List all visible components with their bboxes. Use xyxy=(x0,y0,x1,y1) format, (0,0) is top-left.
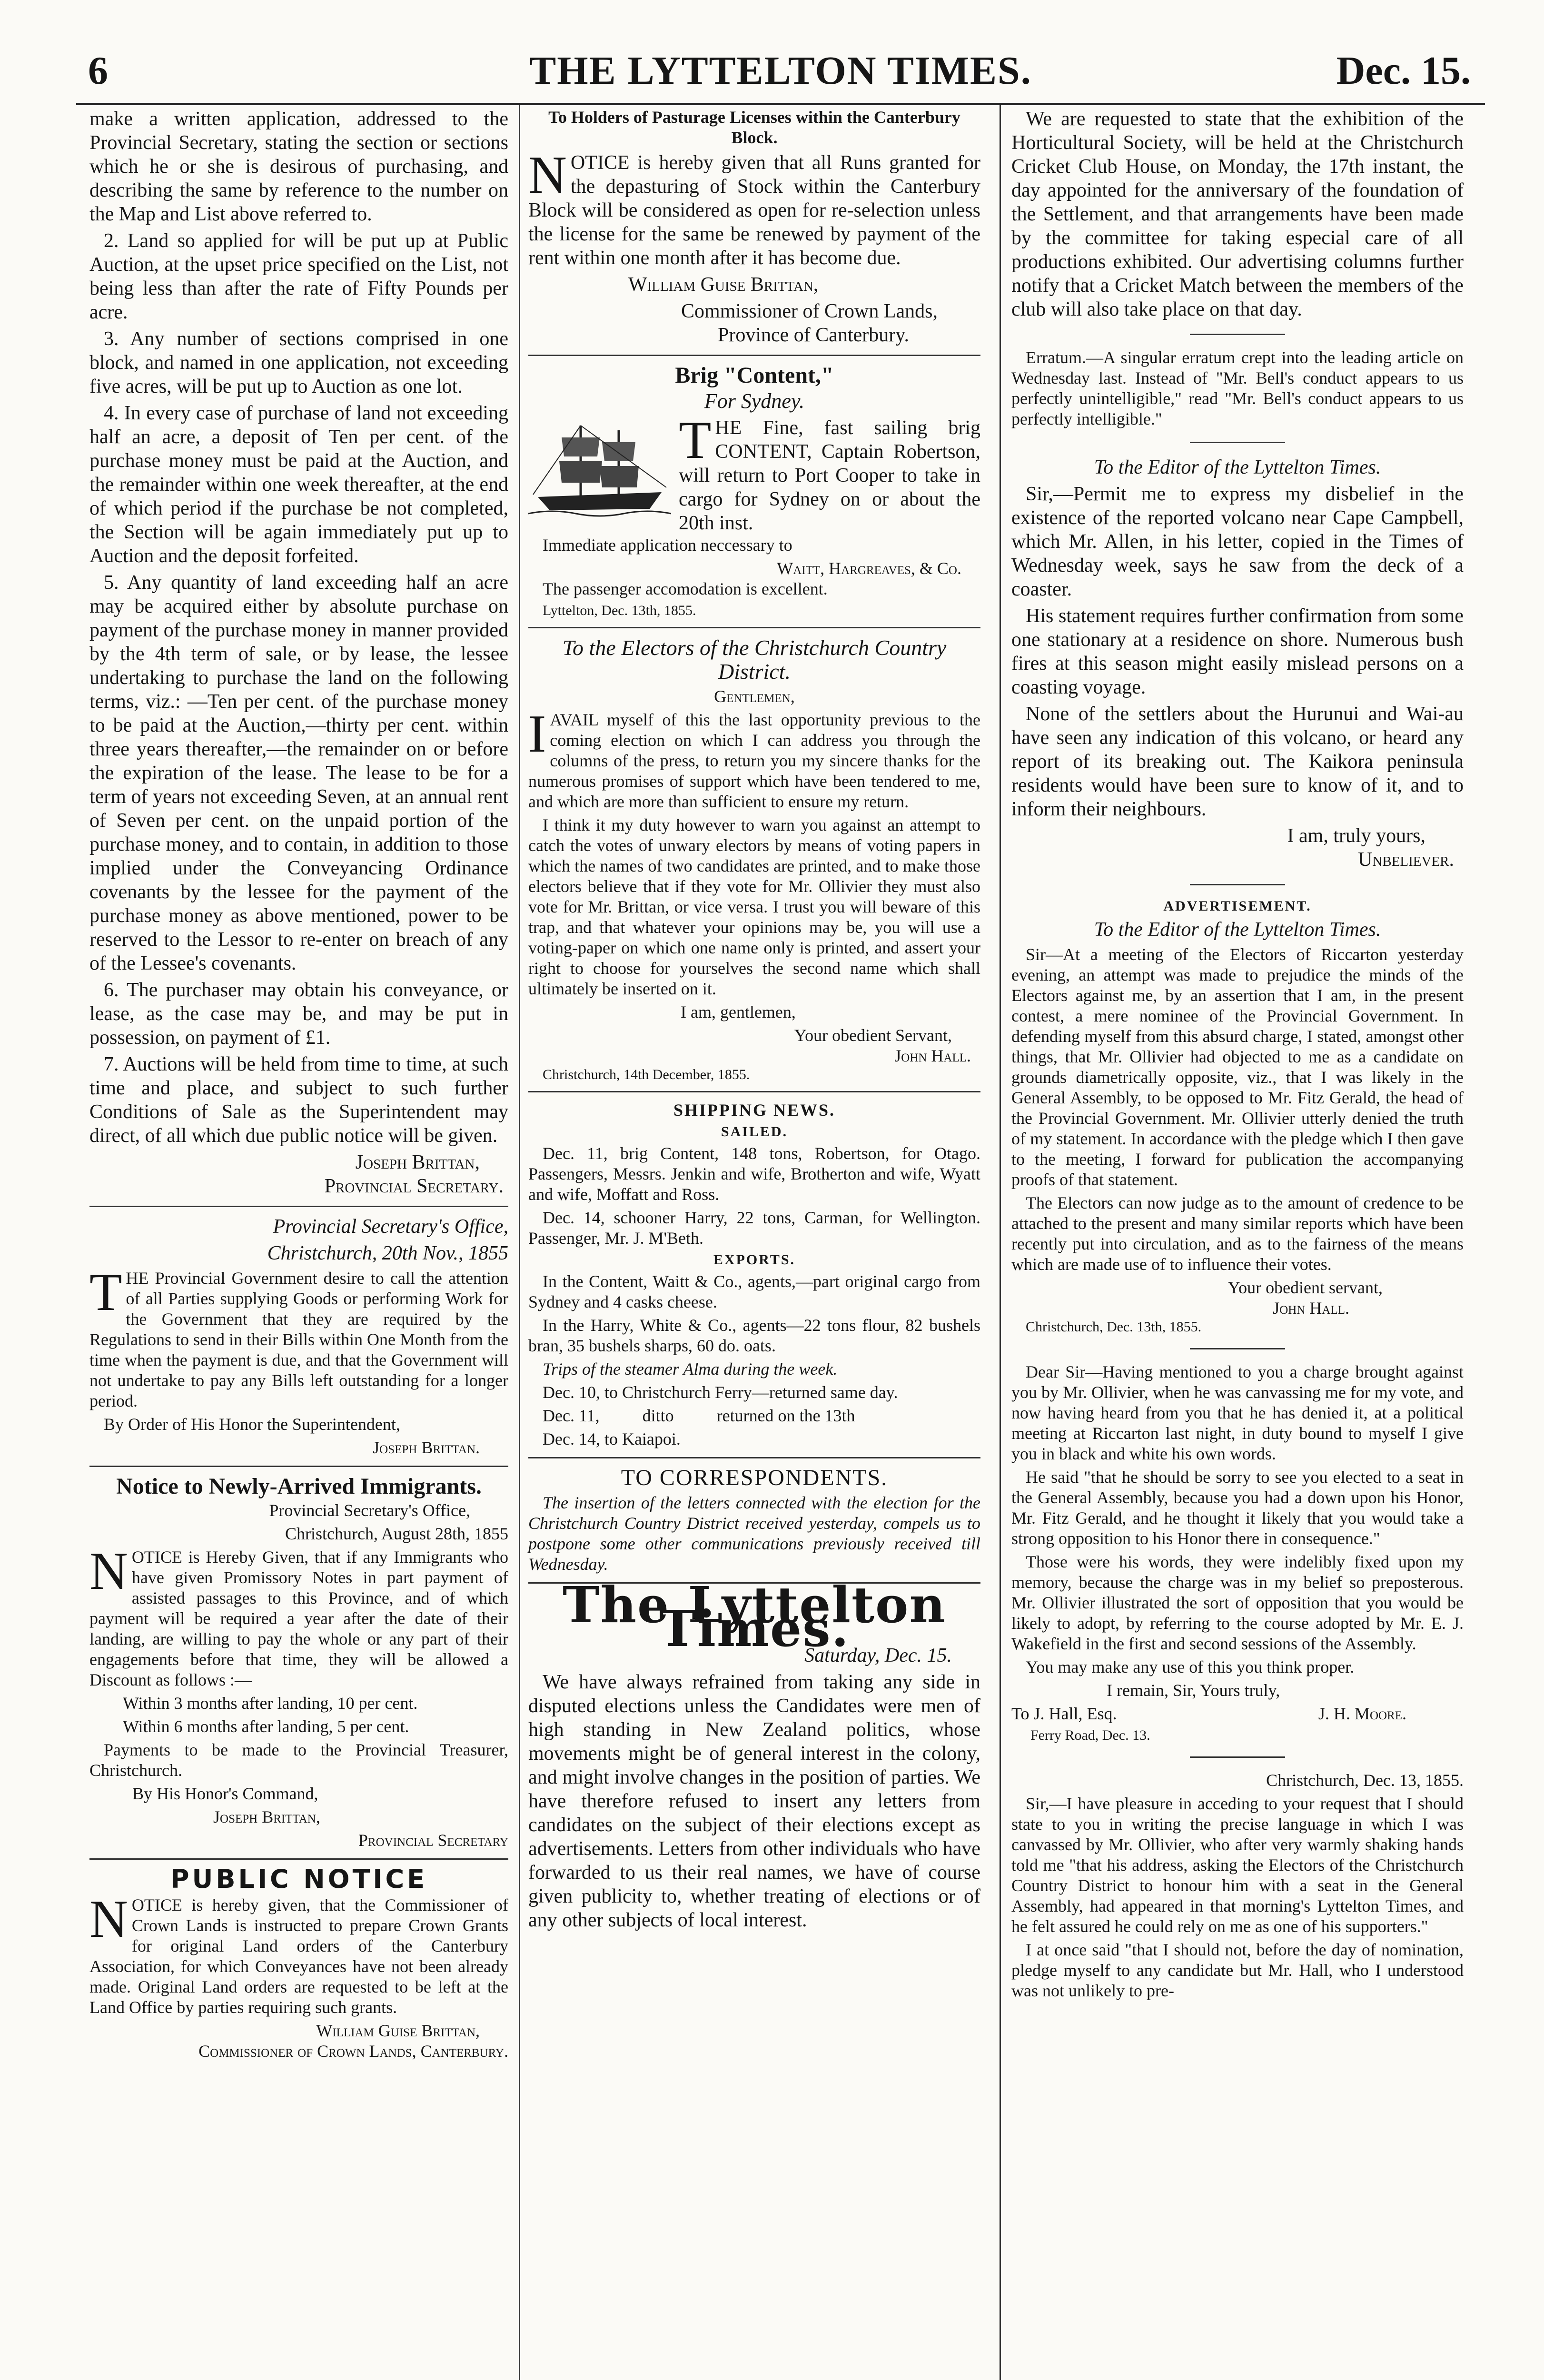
electors-heading: To the Electors of the Christchurch Country District. xyxy=(562,635,947,684)
letter-date: Christchurch, Dec. 13th, 1855. xyxy=(1026,1319,1202,1335)
divider xyxy=(528,1457,980,1458)
divider xyxy=(1190,1756,1285,1758)
land-paragraph: 7. Auctions will be held from time to time, at such time and place, and subject to such further Conditions of Sale as the Superintendent may direct, of all which due public notice will be given. xyxy=(89,1053,508,1147)
sailed-heading: SAILED. xyxy=(721,1124,788,1140)
drop-cap: I xyxy=(528,704,546,764)
alma-entry: Dec. 10, to Christchurch Ferry—returned same day. xyxy=(543,1383,898,1402)
date-line: Christchurch, August 28th, 1855 xyxy=(285,1524,508,1543)
land-paragraph: make a written application, addressed to the Provincial Secretary, stating the section or sections which he or she is desirous of purchasing, and describing the same by reference to the number on the Map and List above referred to. xyxy=(89,108,508,225)
signature-title: Province of Canterbury. xyxy=(718,324,909,346)
brig-subheading: For Sydney. xyxy=(704,389,805,413)
office-line: Provincial Secretary's Office, xyxy=(273,1216,508,1238)
shipping-heading: SHIPPING NEWS. xyxy=(673,1101,836,1120)
exports-entry: In the Content, Waitt & Co., agents,—part original cargo from Sydney and 4 casks cheese. xyxy=(528,1272,980,1311)
alma-heading: Trips of the steamer Alma during the week. xyxy=(543,1359,838,1378)
closing-line: I remain, Sir, Yours truly, xyxy=(1107,1681,1280,1700)
divider xyxy=(1190,442,1285,443)
recipient: To J. Hall, Esq. xyxy=(1011,1704,1117,1723)
divider xyxy=(528,1091,980,1092)
leader-date: Saturday, Dec. 15. xyxy=(804,1645,952,1666)
public-notice xyxy=(89,1890,508,2018)
leader-title: The Lyttelton Times. xyxy=(563,1576,946,1658)
electors-paragraph: I think it my duty however to warn you against an attempt to catch the votes of unwary electors by means of voting papers in which the names of two candidates are printed, and to make those electors believe that if they vote for Mr. Ollivier they must also vote for Mr. Brittan, or vice versa. I trust you will beware of this trap, and that whatever your opinions may be, you will use a voting-paper on which one name only is printed, and assert your right to choose for yourselves the second name which shall ultimately be inserted on it. xyxy=(528,815,980,998)
editor-heading: To the Editor of the Lyttelton Times. xyxy=(1094,919,1381,941)
riccarton-paragraph: Sir—At a meeting of the Electors of Riccarton yesterday evening, an attempt was made to prejudice the minds of the Electors against me, by an assertion that I am, in the present contest, a mere nominee of the Provincial Government. In defending myself from this absurd charge, I stated, amongst other things, that Mr. Ollivier had objected to me as a candidate on grounds diametrically opposite, viz., that I was likely in the General Assembly, to be opposed to Mr. Fitz Gerald, the head of the Provincial Government. Mr. Ollivier utterly denied the truth of my statement. In accordance with the pledge which I then gave to the meeting, I forward for publication the accompanying proofs of that statement. xyxy=(1011,945,1464,1189)
electors-paragraph: AVAIL myself of this the last opportunity previous to the coming election on which I can address you through the columns of the press, to return you my sincere thanks for the numerous promises of support which have been tendered to me, and which are more than sufficient to ensure my return. xyxy=(528,710,980,811)
volcano-paragraph: Sir,—Permit me to express my disbelief in the existence of the reported volcano near Cape Campbell, which Mr. Allen, in his letter, copied in the Times of Wednesday week, says he saw from the deck of a coaster. xyxy=(1011,483,1464,600)
divider xyxy=(89,1466,508,1467)
shipping-entry: Dec. 11, brig Content, 148 tons, Robertson, for Otago. Passengers, Messrs. Jenkin and wife, Brotherton and wife, Wyatt and wife, Moffatt and Ross. xyxy=(528,1144,980,1204)
public-notice-body: OTICE is hereby given, that the Commissioner of Crown Lands is instructed to prepare Crown Grants for original Land orders of the Canterbury Association, for which Conveyances have not been already made. Original Land orders are requested to be left at the Land Office by parties requiring such grants. xyxy=(89,1895,508,2017)
bills-notice xyxy=(89,1263,508,1411)
canvass-paragraph: Sir,—I have pleasure in acceding to your request that I should state to you in writing the precise language in which I was canvassed by Mr. Ollivier, who after very warmly shaking hands told me "that his address, asking the Electors of the Christchurch Country District to honour him with a seat in the General Assembly, had appeared in that morning's Lyttelton Times, and he felt assured he could rely on me as one of his supporters." xyxy=(1011,1794,1464,1936)
brig-date: Lyttelton, Dec. 13th, 1855. xyxy=(543,603,696,618)
brig-heading: Brig "Content," xyxy=(675,363,834,388)
immigrants-body: OTICE is Hereby Given, that if any Immigrants who have given Promissory Notes in part payment of assisted passages to this Province, and of which payment will be required a year after the date of their landing, are willing to pay the whole or any part of their engagements before that time, they will be allowed a Discount as follows :— xyxy=(89,1547,508,1689)
office-line: Provincial Secretary's Office, xyxy=(269,1501,470,1520)
signature-name: J. H. Moore. xyxy=(1318,1704,1406,1723)
moore-paragraph: You may make any use of this you think proper. xyxy=(1026,1657,1355,1676)
pasturage-notice xyxy=(528,146,980,270)
moore-paragraph: Dear Sir—Having mentioned to you a charge brought against you by Mr. Ollivier, when he was canvassing me for my vote, and now having heard from you that he has denied it, at a political meeting at Riccarton last night, in duty bound to myself I give you in black and white his own words. xyxy=(1011,1362,1464,1463)
issue-date: Dec. 15. xyxy=(1336,49,1471,93)
column-divider xyxy=(519,105,520,2380)
date-line: Christchurch, 20th Nov., 1855 xyxy=(267,1242,508,1264)
pasturage-heading: To Holders of Pasturage Licenses within the Canterbury Block. xyxy=(548,108,960,147)
signature-title: Commissioner of Crown Lands, Canterbury. xyxy=(198,2042,508,2061)
divider xyxy=(89,1858,508,1860)
ship-illustration xyxy=(528,416,671,521)
moore-paragraph: Those were his words, they were indelibly fixed upon my memory, because the charge was in my belief so preposterous. Mr. Ollivier illustrated the sort of opposition that you would be likely to adopt, by referring to the course adopted by Mr. E. J. Wakefield in the first and second sessions of the Assembly. xyxy=(1011,1552,1464,1653)
recipient-line xyxy=(1011,1704,1464,1724)
immigrants-heading: Notice to Newly-Arrived Immigrants. xyxy=(116,1474,482,1499)
land-paragraph: 6. The purchaser may obtain his conveyance, or lease, as the case may be, and may be put in possession, on payment of £1. xyxy=(89,979,508,1049)
drop-cap: T xyxy=(679,411,712,470)
volcano-paragraph: His statement requires further confirmation from some one stationary at a residence on shore. Numerous bush fires at this season might easily mislead persons on a coasting voyage. xyxy=(1011,605,1464,698)
order-line: By Order of His Honor the Superintendent, xyxy=(104,1415,400,1434)
alma-entry: Dec. 14, to Kaiapoi. xyxy=(543,1429,681,1448)
editor-heading: To the Editor of the Lyttelton Times. xyxy=(1094,456,1381,478)
moore-paragraph: He said "that he should be sorry to see you elected to a seat in the General Assembly, because you had a down upon his Honor, Mr. Fitz Gerald, and he thought it likely that you would take a strong opposition to his Honor there in consequence." xyxy=(1011,1468,1464,1548)
immigrants-notice xyxy=(89,1542,508,1690)
erratum: Erratum.—A singular erratum crept into the leading article on Wednesday last. Instead of "Mr. Bell's conduct appears to us perfectly unintelligible," read "Mr. Bell's conduct appears to us perfectly intelligible." xyxy=(1011,348,1464,428)
correspondents-body: The insertion of the letters connected with the election for the Christchurch Country District received yesterday, compels us to postpone some other communications previously received till Wednesday. xyxy=(528,1493,980,1574)
closing-line: I am, gentlemen, xyxy=(681,1002,796,1021)
land-paragraph: 4. In every case of purchase of land not exceeding half an acre, a deposit of Ten per cent. of the purchase money must be paid at the Auction, and the remainder within one week thereafter, at the end of which period if the purchase be not completed, the Section will be again immediately put up to Auction and the deposit forfeited. xyxy=(89,402,508,567)
signature-name: Joseph Brittan. xyxy=(373,1438,480,1457)
letter-date: Christchurch, 14th December, 1855. xyxy=(543,1067,750,1082)
masthead xyxy=(71,48,1490,100)
alma-entry: Dec. 11, ditto returned on the 13th xyxy=(543,1406,855,1425)
closing-line: I am, truly yours, xyxy=(1287,825,1425,847)
exports-heading: EXPORTS. xyxy=(713,1252,796,1268)
brig-agents: Waitt, Hargreaves, & Co. xyxy=(777,559,961,578)
drop-cap: N xyxy=(528,146,567,205)
page-number: 6 xyxy=(88,49,108,93)
signature-name: William Guise Brittan, xyxy=(316,2021,480,2040)
divider xyxy=(1190,1348,1285,1349)
signature-name: Joseph Brittan, xyxy=(213,1807,320,1826)
drop-cap: T xyxy=(89,1263,122,1322)
command-line: By His Honor's Command, xyxy=(132,1784,318,1803)
signature-title: Provincial Secretary. xyxy=(324,1175,504,1197)
land-paragraph: 2. Land so applied for will be put up at Public Auction, at the upset price specified on the List, not being less than after the rate of Fifty Pounds per acre. xyxy=(89,230,508,323)
bills-body: HE Provincial Government desire to call the attention of all Parties supplying Goods or performing Work for the Government that they are required by the Regulations to send in their Bills within One Month from the time when the payment is due, and that the Government will not undertake to pay any Bills left outstanding for a longer period. xyxy=(89,1269,508,1410)
leader-body: We have always refrained from taking any side in disputed elections unless the Candidates were men of high standing in New Zealand politics, whose movements might be of general interest in the colony, and might involve changes in the position of parties. We have therefore refused to insert any letters from candidates on the subject of their elections except as advertisements. Letters from other individuals who have forwarded to us their real names, we have of course given publicity to, whether treating of elections or of any other subjects of local interest. xyxy=(528,1671,980,1931)
public-notice-heading: PUBLIC NOTICE xyxy=(170,1864,428,1894)
signature-title: Commissioner of Crown Lands, xyxy=(681,300,938,322)
divider xyxy=(1190,884,1285,885)
land-paragraph: 3. Any number of sections comprised in one block, and named in one application, not exceeding five acres, will be put up to Auction as one lot. xyxy=(89,328,508,397)
brig-advert xyxy=(528,411,980,535)
letter-place: Ferry Road, Dec. 13. xyxy=(1030,1727,1150,1743)
brig-application: Immediate application neccessary to xyxy=(543,536,792,555)
divider xyxy=(528,627,980,628)
newspaper-title: THE LYTTELTON TIMES. xyxy=(529,49,1032,93)
pasturage-body: OTICE is hereby given that all Runs granted for the depasturing of Stock within the Canterbury Block will be considered as open for re-selection unless the license for the same be renewed by payment of the rent within one month after it has become due. xyxy=(528,152,980,269)
drop-cap: N xyxy=(89,1890,128,1949)
canvass-paragraph: I at once said "that I should not, before the day of nomination, pledge myself to any candidate but Mr. Hall, who I understood was not unlikely to pre- xyxy=(1011,1940,1464,2000)
volcano-paragraph: None of the settlers about the Hurunui and Wai-au have seen any indication of this volcano, or heard any report of its breaking out. The Kaikora peninsula residents would have been sure to know of it, and to inform their neighbours. xyxy=(1011,703,1464,820)
discount-line: Within 6 months after landing, 5 per cent. xyxy=(123,1717,409,1736)
exports-entry: In the Harry, White & Co., agents—22 tons flour, 82 bushels bran, 35 bushels sharps, 60 do. oats. xyxy=(528,1316,980,1355)
payment-line: Payments to be made to the Provincial Treasurer, Christchurch. xyxy=(89,1740,508,1780)
divider xyxy=(89,1206,508,1207)
electors-salutation: Gentlemen, xyxy=(714,687,795,706)
signature-name: Unbeliever. xyxy=(1358,849,1454,871)
divider xyxy=(1190,334,1285,335)
advertisement-label: ADVERTISEMENT. xyxy=(1163,898,1312,914)
brig-accommodation: The passenger accomodation is excellent. xyxy=(543,579,828,598)
land-paragraph: 5. Any quantity of land exceeding half an acre may be acquired either by absolute purchase on payment of the purchase money in manner provided by the 4th term of sale, or by lease, the lessee undertaking to purchase the land on the following terms, viz.: —Ten per cent. of the purchase money to be paid at the Auction,—thirty per cent. within three years thereafter,—the remainder on or before the expiration of the lease. The lease to be for a term of years not exceeding Seven, at an annual rent of Seven per cent. on the unpaid portion of the purchase money, and to contain, in addition to those implied under the Conveyancing Ordinance covenants by the lessee for the payment of the purchase money as above mentioned, power to be reserved to the Lessor to re-enter on breach of any of the Lessee's covenants. xyxy=(89,572,508,974)
drop-cap: N xyxy=(89,1542,128,1601)
column-divider xyxy=(1000,105,1001,2380)
column-3 xyxy=(1011,107,1464,2004)
signature-title: Provincial Secretary xyxy=(358,1831,508,1850)
masthead-rule xyxy=(76,103,1485,105)
signature-name: William Guise Brittan, xyxy=(628,274,819,296)
dateline: Christchurch, Dec. 13, 1855. xyxy=(1266,1771,1464,1790)
riccarton-paragraph: The Electors can now judge as to the amount of credence to be attached to the present and many similar reports which have been recently put into circulation, and as to the fairness of the means which are made use of to influence their votes. xyxy=(1011,1193,1464,1274)
closing-line: Your obedient servant, xyxy=(1227,1278,1383,1297)
closing-line: Your obedient Servant, xyxy=(794,1026,952,1045)
correspondents-heading: TO CORRESPONDENTS. xyxy=(621,1465,888,1490)
divider xyxy=(528,355,980,356)
signature-name: John Hall. xyxy=(1273,1299,1349,1318)
horticultural-notice: We are requested to state that the exhibition of the Horticultural Society, will be held at the Christchurch Cricket Club House, on Monday, the 17th instant, the day appointed for the anniversary of the foundation of the Settlement, and that arrangements have been made by the committee for taking especial care of all productions exhibited. Our advertising columns further notify that a Cricket Match between the members of the club will also take place on that day. xyxy=(1011,108,1464,320)
discount-line: Within 3 months after landing, 10 per cent. xyxy=(123,1694,418,1713)
signature-name: Joseph Brittan, xyxy=(355,1151,480,1173)
shipping-entry: Dec. 14, schooner Harry, 22 tons, Carman, for Wellington. Passenger, Mr. J. M'Beth. xyxy=(528,1208,980,1248)
signature-name: John Hall. xyxy=(894,1046,971,1065)
column-2 xyxy=(528,107,980,1935)
brig-body: HE Fine, fast sailing brig CONTENT, Captain Robertson, will return to Port Cooper to take in cargo for Sydney on or about the 20th inst. xyxy=(679,417,980,534)
column-1 xyxy=(89,107,508,2062)
electors-letter xyxy=(528,704,980,812)
